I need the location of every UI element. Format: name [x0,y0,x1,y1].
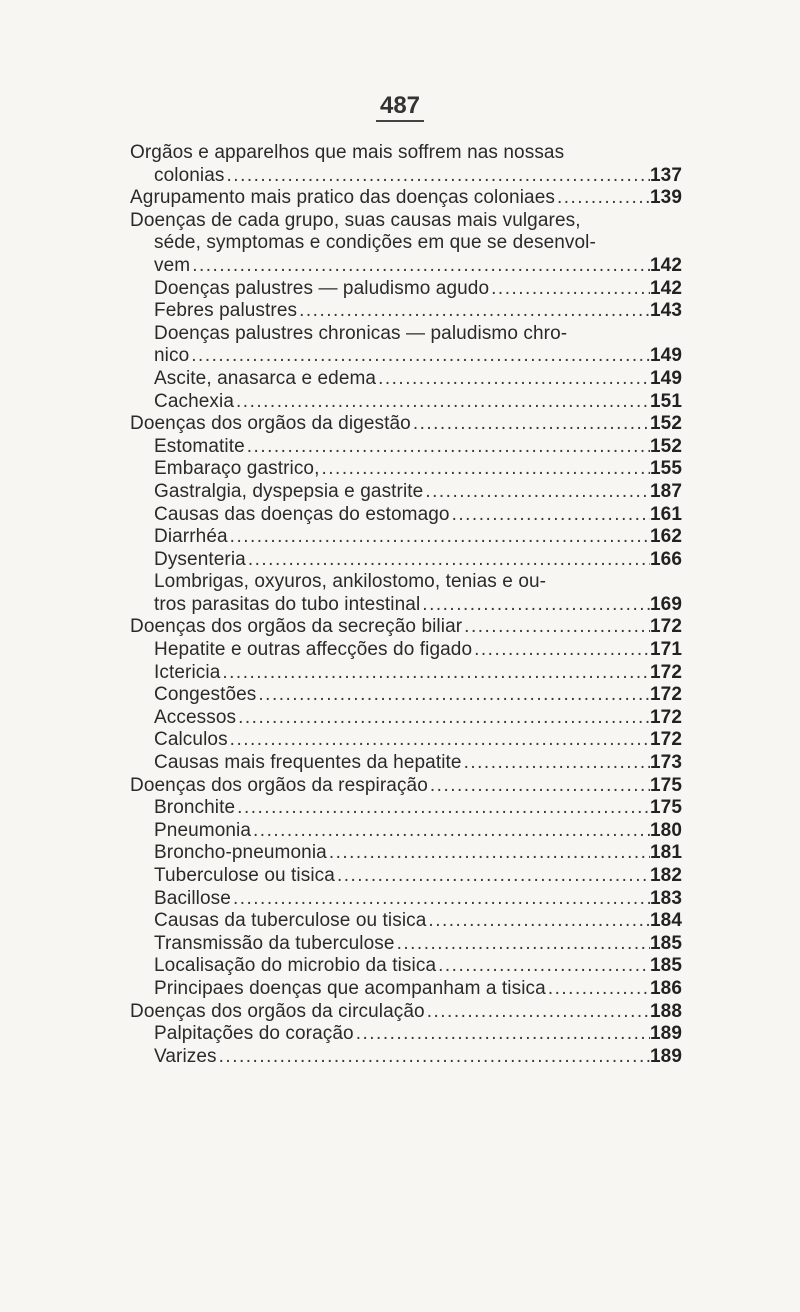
toc-entry [130,300,682,323]
toc-entry [130,391,682,414]
toc-entry-page: 171 [650,639,682,661]
toc-entry-title: vem [154,254,191,276]
dot-leader [546,571,650,594]
toc-entry-page [650,571,682,594]
toc-entry-page: 187 [650,480,682,502]
toc-entry-title: Estomatite [154,435,245,457]
dot-leader [228,526,650,549]
toc-entry-title: Ascite, anasarca e edema [154,367,377,389]
dot-leader [423,481,650,504]
toc-entry-title: Diarrhéa [154,526,228,548]
toc-entry [130,368,682,391]
toc-entry [130,458,682,481]
toc-entry-page: 189 [650,1045,682,1067]
toc-entry-page: 173 [650,752,682,774]
dot-leader [251,820,650,843]
toc-entry-page: 162 [650,526,682,548]
toc-entry-title: Bronchite [154,797,236,819]
toc-entry [130,616,682,639]
toc-entry [130,729,682,752]
toc-entry-page: 139 [650,187,682,209]
toc-entry-page: 155 [650,458,682,480]
toc-entry-title: Doenças dos orgãos da digestão [130,413,411,435]
dot-leader [426,910,650,933]
dot-leader [428,775,650,798]
toc-entry-title: Palpitações do coração [154,1023,354,1045]
toc-entry-page: 184 [650,910,682,932]
toc-entry-page: 166 [650,548,682,570]
toc-entry [130,526,682,549]
toc-entry-page: 188 [650,1000,682,1022]
toc-entry [130,571,682,594]
toc-entry-title: Localisação do microbio da tisica [154,955,437,977]
toc-entry-title: Doenças dos orgãos da circulação [130,1000,425,1022]
toc-entry-page: 149 [650,345,682,367]
toc-entry [130,481,682,504]
toc-entry [130,865,682,888]
toc-entry-title: Causas das doenças do estomago [154,503,450,525]
toc-entry-page: 161 [650,503,682,525]
toc-entry [130,549,682,572]
toc-entry-page: 172 [650,706,682,728]
toc-entry-page: 180 [650,819,682,841]
toc-entry-page: 142 [650,254,682,276]
dot-leader [335,865,650,888]
dot-leader [189,345,650,368]
toc-entry-title: tros parasitas do tubo intestinal [154,593,421,615]
dot-leader [555,187,650,210]
dot-leader [489,278,650,301]
toc-entry-page: 182 [650,865,682,886]
toc-entry [130,797,682,820]
toc-entry-page: 181 [650,842,682,864]
toc-entry [130,820,682,843]
toc-entry [130,278,682,301]
toc-entry-title: séde, symptomas e condições em que se desenvol- [154,232,596,254]
toc-entry-title: Hepatite e outras affecções do figado [154,639,473,661]
toc-entry-page: 185 [650,932,682,954]
dot-leader [450,504,650,527]
toc-entry [130,639,682,662]
dot-leader [596,232,650,255]
toc-entry-title: Causas da tuberculose ou tisica [154,910,427,932]
dot-leader [228,729,650,752]
toc-entry-title: colonias [154,164,225,186]
toc-entry-title: Congestões [154,684,257,706]
toc-entry-title: Bacillose [154,887,231,909]
toc-entry-title: Calculos [154,729,228,751]
toc-entry-page: 175 [650,774,682,796]
toc-entry-title: Doenças dos orgãos da respiração [130,774,428,796]
toc-entry-page: 172 [650,661,682,683]
toc-entry-title: Pneumonia [154,819,252,841]
toc-entry [130,775,682,798]
toc-entry-title: Accessos [154,706,237,728]
toc-entry-page [650,210,682,233]
toc-entry-title: Agrupamento mais pratico das doenças coloniaes [130,187,555,209]
toc-entry [130,842,682,865]
toc-entry [130,662,682,685]
toc-entry [130,888,682,911]
toc-entry [130,436,682,459]
toc-entry [130,255,682,278]
toc-entry-page [650,323,682,346]
toc-entry-title: Embaraço gastrico, [154,458,320,480]
dot-leader [462,616,650,639]
dot-leader [297,300,650,323]
dot-leader [581,210,650,233]
toc-entry-title: Lombrigas, oxyuros, ankilostomo, tenias e ou- [154,571,547,593]
toc-entry-title: Doenças dos orgãos da secreção biliar [130,616,463,638]
dot-leader [319,458,650,481]
toc-entry [130,232,682,255]
toc-entry-page: 189 [650,1023,682,1045]
toc-entry [130,345,682,368]
dot-leader [420,594,650,617]
toc-entry-page: 143 [650,300,682,322]
toc-entry [130,142,682,165]
toc-entry-title: Gastralgia, dyspepsia e gastrite [154,480,424,502]
toc-entry [130,165,682,188]
toc-entry-page: 151 [650,390,682,412]
dot-leader [225,165,650,188]
toc-entry-title: Causas mais frequentes da hepatite [154,752,462,774]
toc-entry [130,504,682,527]
toc-entry [130,933,682,956]
dot-leader [395,933,650,956]
toc-entry [130,323,682,346]
toc-entry-title: Varizes [154,1045,217,1067]
dot-leader [327,842,650,865]
dot-leader [217,1046,650,1069]
page-number-text: 487 [376,94,424,122]
toc-entry-title: Dysenteria [154,548,246,570]
toc-entry-page: 172 [650,729,682,751]
toc-entry-page [650,232,682,255]
dot-leader [246,549,650,572]
toc-entry-page: 152 [650,413,682,435]
toc-entry-page: 172 [650,616,682,638]
toc-entry-page: 152 [650,435,682,457]
toc-entry-page: 149 [650,367,682,389]
toc-entry [130,684,682,707]
dot-leader [564,142,650,165]
toc-entry [130,707,682,730]
toc-entry-title: nico [154,345,190,367]
toc-entry-title: Principaes doenças que acompanham a tisica [154,977,546,999]
dot-leader [235,797,650,820]
toc-entry-page: 186 [650,977,682,999]
toc-entry-page: 169 [650,593,682,615]
toc-entry-title: Ictericia [154,661,221,683]
toc-entry-title: Febres palustres [154,300,298,322]
toc-entry [130,910,682,933]
dot-leader [436,955,650,978]
toc-entry-title: Cachexia [154,390,235,412]
dot-leader [425,1001,650,1024]
toc-entry-title: Doenças palustres chronicas — paludismo chro- [154,322,568,344]
toc-entry-page: 172 [650,684,682,706]
toc-entry-page: 185 [650,955,682,977]
toc-entry-title: Tuberculose ou tisica [154,865,335,886]
toc-entry [130,1046,682,1069]
toc-entry [130,210,682,233]
dot-leader [245,436,650,459]
dot-leader [354,1023,650,1046]
toc-entry [130,594,682,617]
toc-entry-title: Orgãos e apparelhos que mais soffrem nas nossas [130,142,565,163]
dot-leader [472,639,650,662]
toc-entry-title: Transmissão da tuberculose [154,932,395,954]
dot-leader [256,684,650,707]
toc-entry [130,752,682,775]
toc-entry-title: Doenças de cada grupo, suas causas mais vulgares, [130,209,581,231]
toc-entry-page: 183 [650,887,682,909]
toc-entry-page: 175 [650,797,682,819]
dot-leader [236,707,650,730]
dot-leader [411,413,650,436]
toc-entry-title: Broncho-pneumonia [154,842,327,864]
toc-entry [130,1023,682,1046]
table-of-contents [130,142,682,1068]
toc-entry-page [650,142,682,165]
page-number [0,92,800,122]
toc-entry [130,978,682,1001]
dot-leader [220,662,650,685]
dot-leader [190,255,650,278]
toc-entry-page: 137 [650,164,682,186]
dot-leader [231,888,650,911]
dot-leader [546,978,650,1001]
toc-entry-title: Doenças palustres — paludismo agudo [154,277,490,299]
dot-leader [567,323,650,346]
dot-leader [462,752,650,775]
toc-entry [130,955,682,978]
toc-entry [130,187,682,210]
dot-leader [234,391,650,414]
toc-entry [130,1001,682,1024]
toc-entry-page: 142 [650,277,682,299]
dot-leader [376,368,650,391]
toc-entry [130,413,682,436]
